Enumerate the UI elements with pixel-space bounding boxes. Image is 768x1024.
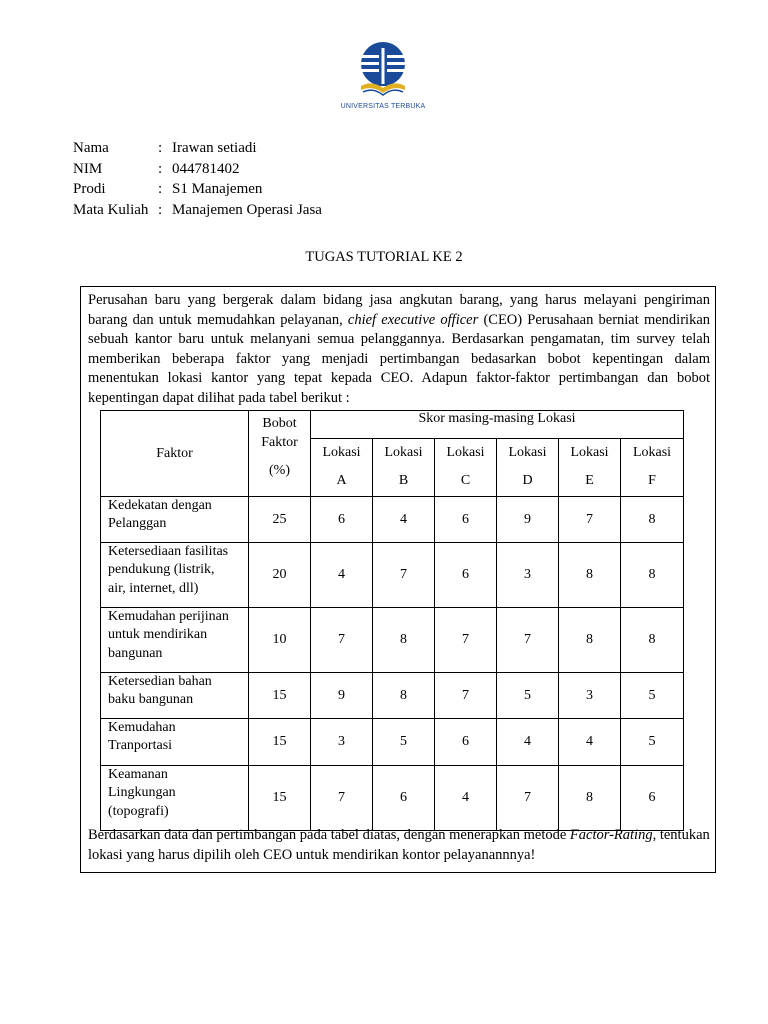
score-cell: 8: [559, 608, 621, 673]
factor-name-line: Ketersedian bahan: [108, 674, 212, 689]
score-cell: 7: [311, 608, 373, 673]
score-cell: 4: [559, 719, 621, 766]
score-cell: 8: [559, 766, 621, 831]
bobot-cell: 10: [249, 608, 311, 673]
factor-name-line: Kedekatan dengan: [108, 498, 212, 513]
header-location: [621, 439, 684, 497]
score-cell: 5: [373, 719, 435, 766]
identity-value: Manajemen Operasi Jasa: [172, 202, 322, 219]
identity-colon: :: [158, 202, 163, 219]
factor-name-line: Lingkungan: [108, 785, 176, 801]
identity-value: Irawan setiadi: [172, 140, 257, 156]
table-row: [101, 608, 684, 673]
bobot-cell: 15: [249, 673, 311, 719]
header-location-letter: F: [648, 473, 656, 488]
identity-row-mata-kuliah: [73, 200, 322, 221]
score-cell: 8: [373, 673, 435, 719]
score-cell: 6: [435, 497, 497, 543]
factor-name-line: bangunan: [108, 645, 163, 661]
header-location-label: Lokasi: [446, 445, 485, 460]
identity-label: Prodi: [73, 181, 106, 198]
score-cell: 8: [559, 543, 621, 608]
score-cell: 6: [435, 543, 497, 608]
header-location-letter: B: [398, 473, 409, 488]
paragraph-text: Perusahan baru yang bergerak dalam bidang jasa angkutan barang, yang harus melayani pengiriman barang dan untuk memudahkan pelayanan,: [88, 292, 710, 328]
header-skor: Skor masing-masing Lokasi: [311, 411, 684, 439]
logo-caption: UNIVERSITAS TERBUKA: [340, 103, 426, 110]
factor-name-line: Ketersediaan fasilitas: [108, 544, 229, 559]
score-cell: 6: [311, 497, 373, 543]
factor-name-cell: [101, 719, 249, 766]
score-cell: 7: [559, 497, 621, 543]
table-row: [101, 673, 684, 719]
closing-text: Berdasarkan data dan pertimbangan pada tabel diatas, dengan menerapkan metode: [88, 827, 570, 843]
header-bobot-line: Bobot: [262, 416, 297, 431]
factor-table: [100, 410, 684, 831]
factor-name-cell: [101, 497, 249, 543]
identity-value: 044781402: [172, 160, 240, 177]
identity-row-nim: [73, 159, 322, 180]
factor-name-cell: [101, 766, 249, 831]
score-cell: 3: [559, 673, 621, 719]
paragraph-italic-text: chief executive officer: [347, 311, 479, 328]
bobot-cell: 15: [249, 719, 311, 766]
table-row: [101, 719, 684, 766]
factor-name-cell: [101, 543, 249, 608]
factor-name-line: pendukung (listrik,: [108, 562, 215, 578]
score-cell: 8: [373, 608, 435, 673]
header-location: [497, 439, 559, 497]
score-cell: 8: [621, 497, 684, 543]
closing-text: , tentukan lokasi yang harus dipilih oleh CEO untuk mendirikan kontor pelayanannnya!: [88, 827, 710, 863]
header-bobot: [249, 411, 311, 497]
table-row: [101, 543, 684, 608]
bobot-cell: 15: [249, 766, 311, 831]
score-cell: 7: [311, 766, 373, 831]
score-cell: 7: [435, 608, 497, 673]
factor-name-cell: [101, 673, 249, 719]
header-location: [559, 439, 621, 497]
header-location: [373, 439, 435, 497]
identity-colon: :: [158, 181, 163, 198]
header-bobot-unit: (%): [269, 463, 290, 478]
identity-block: [73, 138, 322, 221]
score-cell: 4: [311, 543, 373, 608]
header-location-letter: D: [522, 473, 533, 488]
paragraph-text: (CEO) Perusahaan berniat mendirikan sebuah kantor baru untuk melanyani semua pelanggannya. Berdasarkan pengamatan, tim survey telah memberikan beberapa faktor yang menjadi pertimbangan bedasarkan bobot kepentingan dalam menentukan lokasi kantor yang tepat kepada CEO. Adapun faktor-faktor pertimbangan dan bobot kepentingan dapat dilihat pada tabel berikut :: [88, 311, 711, 406]
score-cell: 5: [621, 673, 684, 719]
score-cell: 6: [621, 766, 684, 831]
score-cell: 3: [497, 543, 559, 608]
score-cell: 7: [435, 673, 497, 719]
identity-label: Nama: [73, 140, 109, 156]
table-row: [101, 497, 684, 543]
factor-name-line: air, internet, dll): [108, 580, 199, 596]
factor-name-line: untuk mendirikan: [108, 627, 208, 643]
score-cell: 6: [373, 766, 435, 831]
factor-name-line: Keamanan: [108, 767, 168, 782]
identity-label: NIM: [73, 160, 103, 177]
identity-colon: :: [158, 140, 163, 156]
header-location-label: Lokasi: [384, 445, 423, 460]
table-row: [101, 766, 684, 831]
university-logo: [330, 40, 436, 116]
header-location-label: Lokasi: [632, 445, 672, 460]
header-location: [435, 439, 497, 497]
score-cell: 4: [373, 497, 435, 543]
factor-name-line: Tranportasi: [108, 738, 173, 754]
score-cell: 7: [497, 766, 559, 831]
factor-name-line: baku bangunan: [108, 692, 194, 708]
question-box: [80, 286, 716, 873]
header-factor: Faktor: [101, 411, 249, 497]
score-cell: 8: [621, 608, 684, 673]
score-cell: 5: [497, 673, 559, 719]
assignment-title: TUGAS TUTORIAL KE 2: [305, 249, 463, 265]
header-location: [311, 439, 373, 497]
identity-label: Mata Kuliah: [73, 202, 149, 219]
header-location-label: Lokasi: [508, 445, 547, 460]
score-cell: 7: [497, 608, 559, 673]
closing-italic-text: Factor-Rating: [569, 827, 653, 843]
score-cell: 7: [373, 543, 435, 608]
score-cell: 8: [621, 543, 684, 608]
closing-paragraph: [88, 826, 710, 865]
header-location-label: Lokasi: [570, 445, 609, 460]
factor-name-line: Pelanggan: [108, 516, 167, 532]
factor-name-line: (topografi): [108, 803, 169, 819]
identity-value: S1 Manajemen: [172, 181, 263, 198]
question-paragraph: [88, 291, 710, 408]
score-cell: 6: [435, 719, 497, 766]
score-cell: 9: [497, 497, 559, 543]
identity-colon: :: [158, 160, 163, 177]
header-bobot-line: Faktor: [261, 434, 298, 450]
factor-name-line: Kemudahan: [108, 720, 176, 735]
table-header-row: [101, 411, 684, 439]
identity-row-nama: [73, 138, 322, 159]
factor-name-line: Kemudahan perijinan: [108, 609, 229, 624]
ut-logo-icon: [355, 40, 411, 100]
score-cell: 3: [311, 719, 373, 766]
bobot-cell: 25: [249, 497, 311, 543]
score-cell: 4: [435, 766, 497, 831]
score-cell: 4: [497, 719, 559, 766]
score-cell: 5: [621, 719, 684, 766]
bobot-cell: 20: [249, 543, 311, 608]
identity-row-prodi: [73, 179, 322, 200]
score-cell: 9: [311, 673, 373, 719]
header-location-label: Lokasi: [322, 445, 361, 460]
header-location-letter: E: [585, 473, 594, 488]
header-location-letter: A: [336, 473, 347, 488]
factor-name-cell: [101, 608, 249, 673]
header-location-letter: C: [460, 473, 471, 488]
